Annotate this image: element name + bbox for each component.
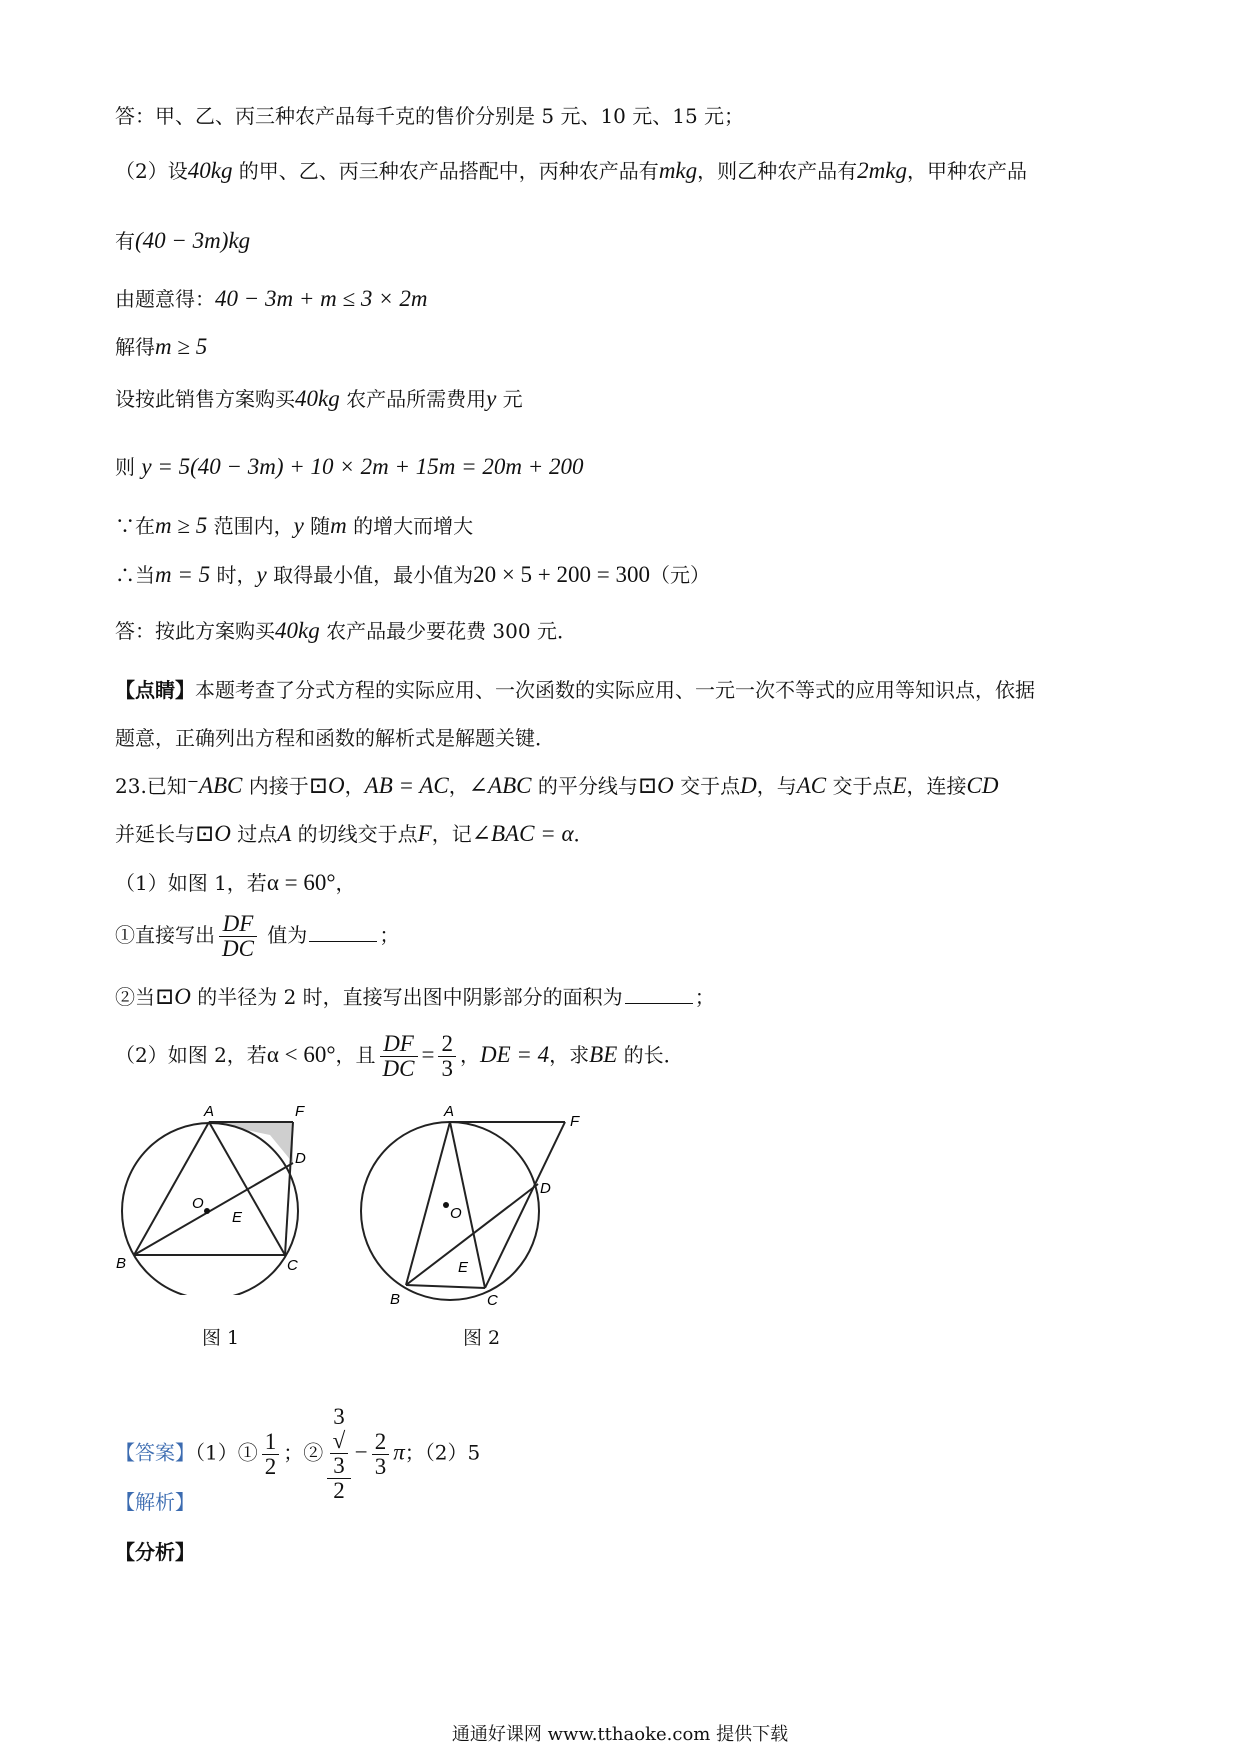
question-2-line: ②当⊡O 的半径为 2 时，直接写出图中阴影部分的面积为 ；	[115, 984, 715, 1009]
label-o: O	[450, 1205, 462, 1222]
df-dc-fraction: $\frac{DF}{DC}$	[219, 912, 257, 961]
answer-blank-1[interactable]	[309, 921, 377, 942]
footer-watermark: 通通好课网 www.tthaoke.com 提供下载	[451, 1724, 789, 1745]
label-a: A	[444, 1103, 455, 1120]
label-a: A	[204, 1103, 215, 1120]
answer-line-prices: 答：甲、乙、丙三种农产品每千克的售价分别是 5 元、10 元、15 元；	[115, 104, 745, 128]
label-e: E	[232, 1209, 243, 1226]
final-answer-line: 答：按此方案购买40kg 农产品最少要花费 300 元．	[115, 618, 577, 643]
inequality-line: 由题意得：40 − 3m + m ≤ 3 × 2m	[115, 286, 428, 311]
segment-ab	[134, 1122, 209, 1255]
segment-bd	[406, 1184, 538, 1285]
figure-1-caption: 图 1	[202, 1327, 240, 1349]
cost-function-line: 则 y = 5(40 − 3m) + 10 × 2m + 15m = 20m + 200	[115, 454, 584, 479]
monotonic-line: ∵在m ≥ 5 范围内，y 随m 的增大而增大	[115, 513, 474, 538]
label-f: F	[295, 1103, 305, 1120]
segment-cf	[485, 1122, 565, 1288]
figure-1	[110, 1100, 310, 1295]
comment-line: 【点睛】本题考查了分式方程的实际应用、一次函数的实际应用、一元一次不等式的应用等知识点，依据	[115, 678, 1035, 702]
circle-o	[122, 1123, 298, 1295]
label-b: B	[390, 1291, 401, 1308]
figure-2	[350, 1100, 590, 1320]
label-c: C	[487, 1292, 498, 1309]
answer-fraction-root: 3 √ 3 2	[327, 1405, 351, 1503]
df-dc-fraction-2: $\frac{DF}{DC}$	[380, 1032, 418, 1081]
analysis-heading: 【解析】	[115, 1490, 195, 1514]
cost-setup-line: 设按此销售方案购买40kg 农产品所需费用y 元	[115, 386, 523, 411]
center-point	[443, 1202, 449, 1208]
label-e: E	[458, 1259, 469, 1276]
segment-ab	[406, 1122, 450, 1285]
figure-2-caption: 图 2	[463, 1327, 501, 1349]
analysis-sub-heading: 【分析】	[115, 1540, 195, 1564]
center-point	[204, 1208, 210, 1214]
part1-condition-line: （1）如图 1，若α = 60°，	[115, 870, 356, 895]
part2-setup-line: （2）设40kg 的甲、乙、丙三种农产品搭配中，丙种农产品有mkg，则乙种农产品有2mkg，甲种农产品	[115, 158, 1027, 183]
segment-bc	[406, 1285, 485, 1288]
comment-line-2: 题意，正确列出方程和函数的解析式是解题关键．	[115, 726, 555, 750]
two-thirds-fraction: $\frac{2}{3}$	[438, 1032, 456, 1081]
part2-condition-line: （2）如图 2，若α < 60°，且 $\frac{DF}{DC}$ = $\frac{2}{3}$ ，DE = 4，求BE 的长．	[115, 1031, 684, 1081]
label-d: D	[540, 1180, 551, 1197]
label-b: B	[116, 1255, 127, 1272]
answer-fraction-half: $\frac{1}{2}$	[262, 1430, 280, 1479]
answer-fraction-two-thirds: $\frac{2}{3}$	[372, 1430, 390, 1479]
problem-23-line: 23.已知⁻ABC 内接于⊡O，AB = AC，∠ABC 的平分线与⊡O 交于点D，与AC 交于点E，连接CD	[115, 773, 999, 798]
answer-blank-2[interactable]	[625, 983, 693, 1004]
part2-setup-line-2: 有(40 − 3m)kg	[115, 228, 251, 253]
problem-23-line-2: 并延长与⊡O 过点A 的切线交于点F，记∠BAC = α．	[115, 821, 594, 846]
question-1-line: ①直接写出 $\frac{DF}{DC}$ 值为 ；	[115, 911, 400, 961]
label-c: C	[287, 1257, 298, 1274]
label-d: D	[295, 1150, 306, 1167]
answer-line: 【答案】（1）① $\frac{1}{2}$ ；② 3 √ 3 2 − $\frac{2}{3}$ π；（2）5	[115, 1404, 481, 1503]
label-o: O	[192, 1195, 204, 1212]
segment-bd	[134, 1163, 293, 1255]
minimum-line: ∴当m = 5 时，y 取得最小值，最小值为20 × 5 + 200 = 300（元）	[115, 562, 710, 587]
solution-line: 解得m ≥ 5	[115, 334, 208, 359]
label-f: F	[570, 1113, 580, 1130]
